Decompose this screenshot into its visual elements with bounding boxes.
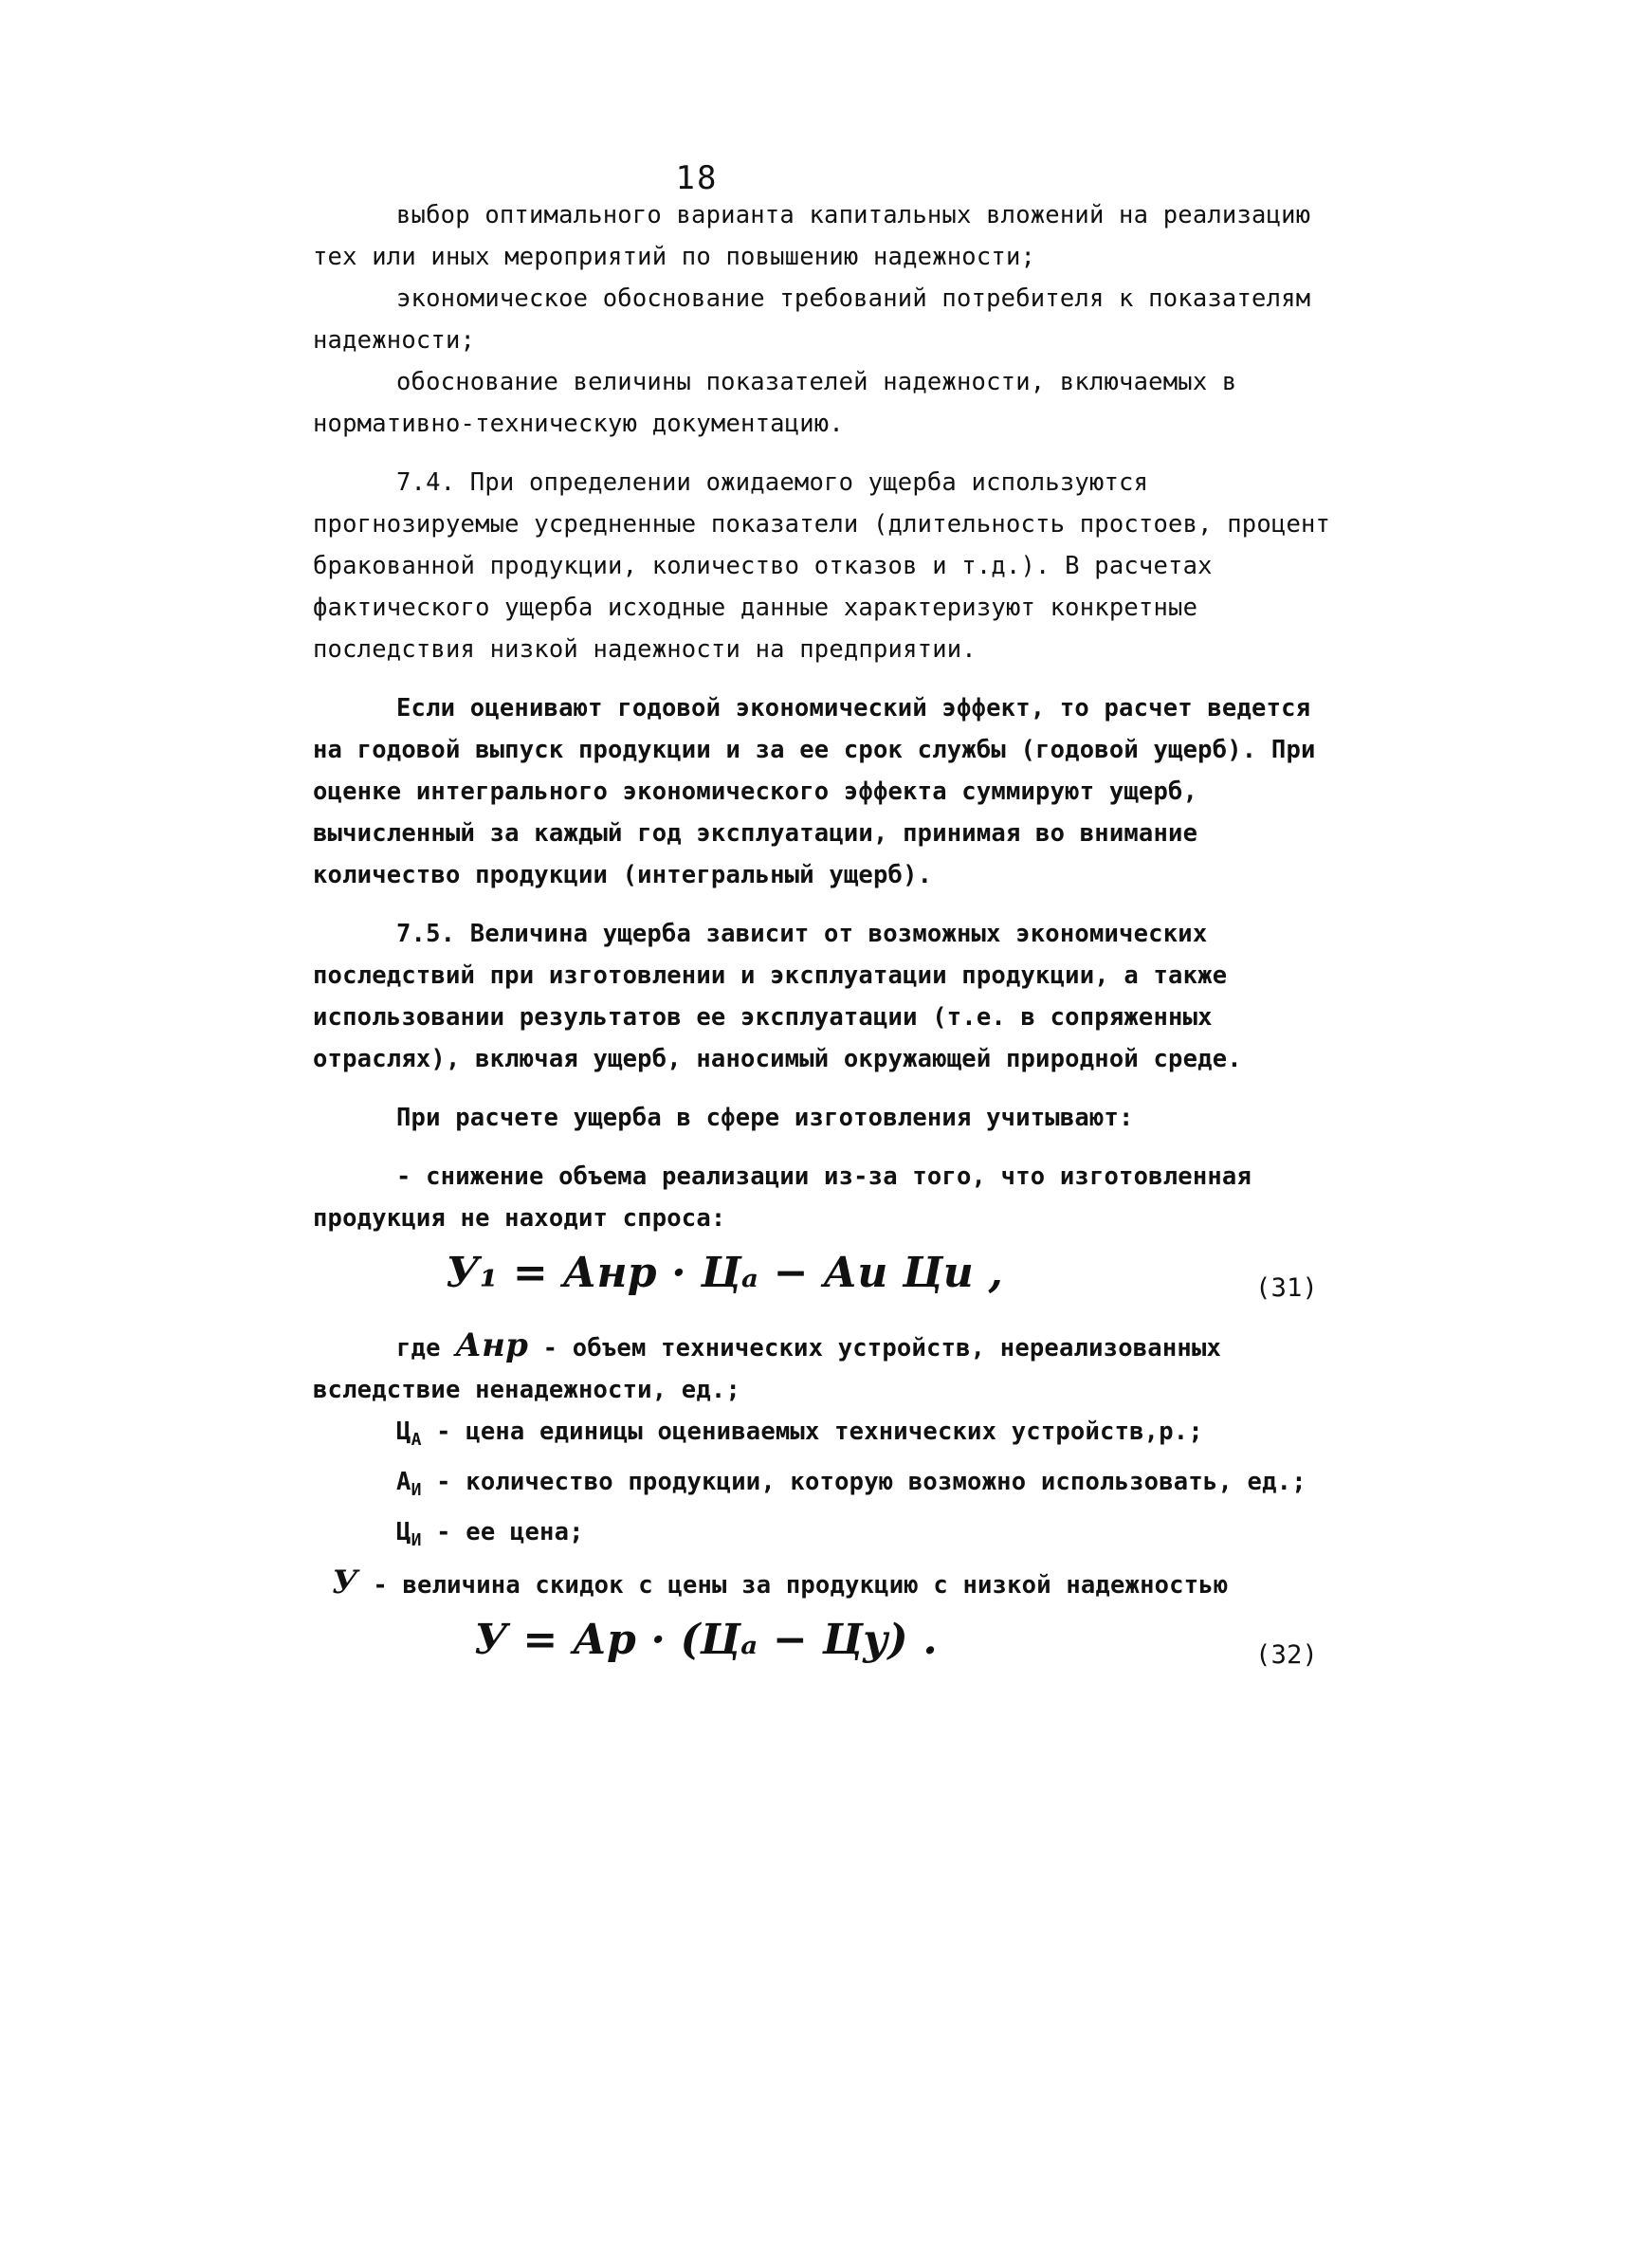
paragraph-section-7-4: 7.4. При определении ожидаемого ущерба используются прогнозируемые усредненные показатели (длительность простоев, процент бракованной продукции, количество отказов и т.д.). В расчетах фактического ущерба исходные данные характеризуют конкретные последствия низкой надежности на предприятии. [313, 468, 1331, 664]
symbol-ci-sub: И [411, 1530, 422, 1551]
definition-ci [313, 1511, 1346, 1562]
paragraph-section-7-5: 7.5. Величина ущерба зависит от возможных экономических последствий при изготовлении и эксплуатации продукции, а также использовании результатов ее эксплуатации (т.е. в сопряженных отраслях), включая ущерб, наносимый окружающей природной среде. [313, 920, 1242, 1073]
paragraph-annual-effect: Если оценивают годовой экономический эффект, то расчет ведется на годовой выпуск продукции и за ее срок службы (годовой ущерб). При оценке интегрального экономического эффекта суммируют ущерб, вычисленный за каждый год эксплуатации, принимая во внимание количество продукции (интегральный ущерб). [313, 694, 1316, 889]
definition-anr-text: - объем технических устройств, нереализованных вследствие ненадежности, ед.; [313, 1334, 1222, 1404]
paragraph-1: выбор оптимального варианта капитальных вложений на реализацию тех или иных мероприятий по повышению надежности; [313, 201, 1311, 271]
paragraph-manufacturing-damage: При расчете ущерба в сфере изготовления учитывают: [396, 1104, 1134, 1132]
symbol-ai-sub: И [411, 1480, 422, 1501]
formula-31 [313, 1239, 1346, 1325]
definition-ai [313, 1461, 1346, 1511]
formula-32-number: (32) [1255, 1640, 1318, 1671]
definition-ci-text: - ее цена; [436, 1518, 584, 1547]
paragraph-3: обоснование величины показателей надежности, включаемых в нормативно-техническую документацию. [313, 368, 1237, 438]
symbol-anr: Анр [455, 1326, 529, 1364]
definition-ca [313, 1411, 1346, 1461]
symbol-ca-base: Ц [396, 1418, 411, 1446]
formula-31-expression: У₁ = Анр · Цₐ − Аи Ци , [446, 1249, 1003, 1297]
symbol-ci [396, 1518, 422, 1551]
document-body [313, 194, 1346, 1692]
paragraph-2: экономическое обоснование требований потребителя к показателям надежности; [313, 284, 1311, 355]
page-number: 18 [675, 159, 719, 197]
symbol-ci-base: Ц [396, 1518, 411, 1547]
formula-32-expression: У = Ар · (Цₐ − Цу) . [474, 1616, 938, 1665]
definition-ca-text: - цена единицы оцениваемых технических устройств,р.; [436, 1418, 1203, 1446]
symbol-u: У [332, 1564, 358, 1602]
definition-u [313, 1562, 1346, 1606]
formula-32 [313, 1606, 1346, 1692]
symbol-ai-base: А [396, 1468, 411, 1497]
symbol-ca [396, 1418, 422, 1451]
symbol-ai [396, 1468, 422, 1501]
paragraph-sales-decrease: - снижение объема реализации из-за того, что изготовленная продукция не находит спроса: [313, 1162, 1252, 1233]
formula-31-number: (31) [1255, 1273, 1318, 1303]
definition-ai-text: - количество продукции, которую возможно использовать, ед.; [436, 1468, 1306, 1497]
definitions-list [313, 1325, 1346, 1606]
symbol-ca-sub: А [411, 1430, 422, 1451]
definition-u-text: - величина скидок с цены за продукцию с низкой надежностью [373, 1571, 1229, 1600]
definition-where: где [396, 1334, 441, 1363]
definition-anr [313, 1325, 1346, 1411]
